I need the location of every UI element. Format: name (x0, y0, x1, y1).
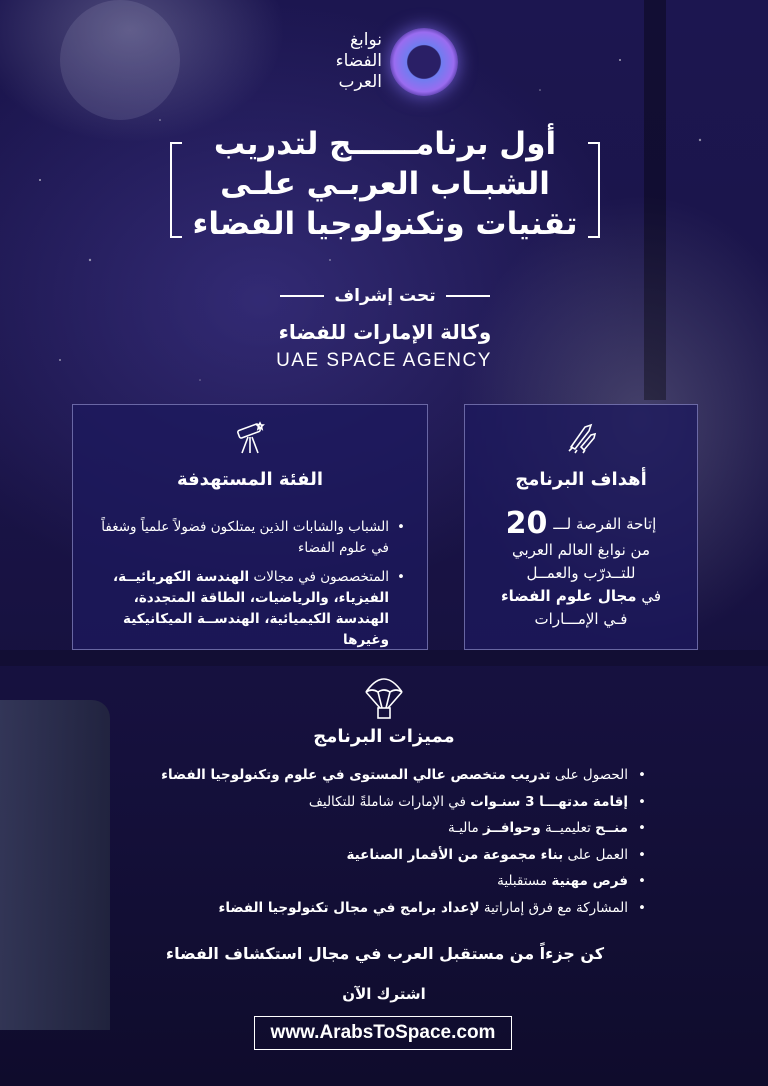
logo-line: نوابغ (349, 30, 382, 50)
logo-text (336, 30, 382, 93)
ring-logo-icon (390, 28, 458, 96)
goals-text: للتــدرّب والعمــل (526, 564, 636, 582)
window-frame (644, 0, 666, 400)
goals-text: إتاحة الفرصة لـــ (553, 514, 657, 533)
goals-text: من نوابغ العالم العربي (511, 541, 651, 559)
list-item-text: مستقبلية (497, 873, 548, 889)
goals-title: أهداف البرنامج (515, 469, 647, 490)
list-item-text-bold: إقامة مدتهـــا 3 سنـوات (470, 793, 628, 810)
goals-row (481, 506, 681, 541)
list-item-text: العمل على (567, 846, 628, 863)
logo (290, 28, 490, 100)
list-item-text: المشاركة مع فرق إماراتية (483, 899, 628, 916)
goals-text-bold: مجال علوم الفضاء (500, 587, 637, 605)
list-item-text-bold: بناء مجموعة من الأقمار الصناعية (346, 846, 564, 863)
list-item (126, 793, 646, 812)
target-title: الفئة المستهدفة (176, 469, 324, 490)
supervision-label (275, 286, 495, 306)
headline-line: الشبـاب العربـي علـى (220, 166, 550, 202)
goals-text: فـي الإمـــارات (534, 610, 628, 628)
laptop-shape (0, 700, 110, 1030)
agency-name-english: UAE SPACE AGENCY (276, 350, 492, 371)
headline-bracket (588, 142, 600, 238)
list-item-text-bold: الهندسة الكهربائيــة، الفيزياء، والرياضيات، الطاقة المتجددة، الهندسة الكيميائية، الهندســة الميكانيكية وغيرها (112, 569, 389, 648)
supervision-text: تحت إشراف (334, 286, 436, 306)
list-item-text-bold: لإعداد برامج في مجال تكنولوجيا الفضاء (218, 899, 480, 916)
list-item (126, 872, 646, 891)
list-item-text: الشباب والشابات الذين يمتلكون فضولاً علمياً وشغفاً في علوم الفضاء (101, 519, 389, 556)
list-item (126, 846, 646, 865)
features-title: مميزات البرنامج (313, 726, 455, 747)
list-item-text: المتخصصون في مجالات (253, 569, 389, 585)
goals-body (481, 506, 681, 631)
target-list (91, 517, 405, 659)
logo-line: الفضاء (335, 51, 382, 71)
list-item (126, 819, 646, 838)
list-item-text-bold: فرص مهنية (551, 873, 628, 889)
list-item-text-bold: وحوافــز (483, 820, 541, 836)
list-item (126, 899, 646, 918)
logo-line: العرب (338, 72, 382, 92)
list-item (91, 517, 405, 559)
list-item-text-bold: منــح (595, 820, 628, 836)
headline-line: تقنيات وتكنولوجيا الفضاء (192, 206, 578, 242)
list-item-text: تعليميــة (545, 820, 591, 836)
divider (280, 295, 324, 297)
list-item (91, 567, 405, 651)
divider (446, 295, 490, 297)
telescope-icon (230, 417, 270, 457)
headline-line: أول برنامــــــج لتدريب (213, 126, 557, 162)
goals-number: 20 (505, 506, 548, 541)
subscribe-now-label: اشترك الآن (342, 985, 426, 1003)
agency-name-arabic: وكالة الإمارات للفضاء (278, 320, 492, 344)
list-item-text: في الإمارات شاملةً للتكاليف (308, 793, 466, 810)
features-list (126, 766, 646, 925)
list-item-text: ماليـة (448, 820, 479, 836)
website-link[interactable]: www.ArabsToSpace.com (254, 1016, 512, 1050)
target-card (72, 404, 428, 650)
goals-text-part: في (641, 587, 662, 605)
goals-text (481, 585, 681, 608)
parachute-box-icon (362, 672, 406, 722)
tagline: كن جزءاً من مستقبل العرب في مجال استكشاف الفضاء (165, 944, 605, 963)
rockets-icon (561, 417, 601, 457)
goals-card (464, 404, 698, 650)
headline-bracket (170, 142, 182, 238)
list-item (126, 766, 646, 785)
list-item-text: الحصول على (554, 767, 628, 783)
list-item-text-bold: تدريب متخصص عالي المستوى في علوم وتكنولوجيا الفضاء (161, 767, 551, 783)
headline (170, 124, 600, 242)
